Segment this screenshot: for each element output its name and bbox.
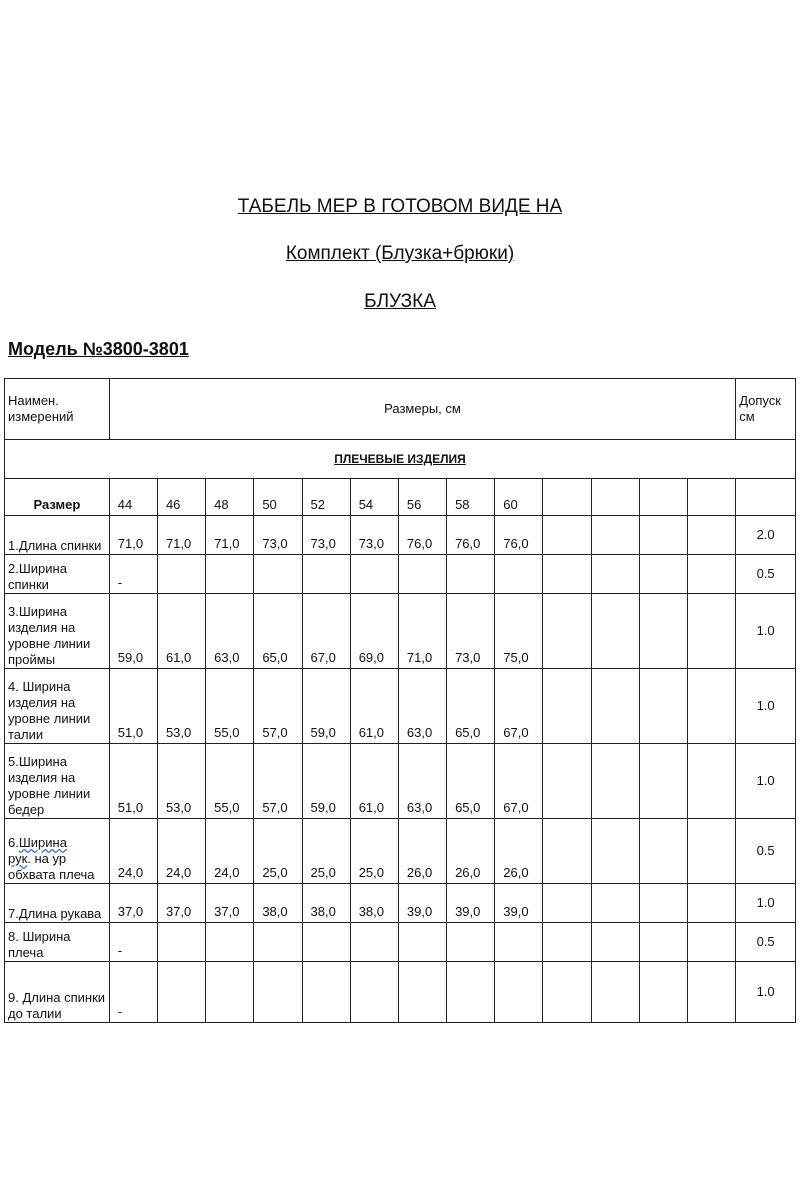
value-cell [254,555,302,594]
size-cell: 56 [398,479,446,516]
value-cell [447,923,495,962]
measurements-table [4,378,796,1023]
size-cell: 46 [157,479,205,516]
value-cell [302,923,350,962]
size-label: Размер [5,479,110,516]
value-cell [206,962,254,1023]
value-cell: - [109,962,157,1023]
value-cell: 25,0 [302,819,350,884]
value-cell [495,555,543,594]
table-row [5,555,796,594]
value-cell: 53,0 [157,744,205,819]
value-cell: 37,0 [206,884,254,923]
value-cell: 71,0 [398,594,446,669]
header-sizes: Размеры, см [109,379,735,440]
value-cell [639,555,687,594]
value-cell: 65,0 [447,669,495,744]
model-number: Модель №3800-3801 [8,339,189,359]
measurement-name-part: рук [8,851,28,866]
value-cell: 61,0 [157,594,205,669]
section-title: ПЛЕЧЕВЫЕ ИЗДЕЛИЯ [334,452,466,466]
value-cell: - [109,923,157,962]
value-cell [543,516,591,555]
value-cell: 71,0 [157,516,205,555]
value-cell: 73,0 [447,594,495,669]
table-row [5,819,796,884]
value-cell: 24,0 [206,819,254,884]
table-row [5,884,796,923]
value-cell [543,819,591,884]
value-cell [350,962,398,1023]
value-cell [254,962,302,1023]
value-cell: 59,0 [109,594,157,669]
value-cell: 65,0 [254,594,302,669]
value-cell [591,884,639,923]
value-cell: 39,0 [398,884,446,923]
section-row [5,440,796,479]
value-cell [398,962,446,1023]
measurement-name: 7.Длина рукава [5,884,110,923]
value-cell [543,744,591,819]
tolerance-cell: 1.0 [736,884,796,923]
title-line-3: БЛУЗКА [364,291,436,312]
value-cell: 73,0 [350,516,398,555]
value-cell [688,555,736,594]
value-cell: 59,0 [302,744,350,819]
size-cell: 44 [109,479,157,516]
value-cell [688,669,736,744]
measurement-name: 4. Ширина изделия на уровне линии талии [5,669,110,744]
value-cell [688,744,736,819]
value-cell [157,923,205,962]
value-cell: 26,0 [447,819,495,884]
table-row [5,744,796,819]
value-cell [350,555,398,594]
value-cell: 51,0 [109,669,157,744]
tolerance-cell: 1.0 [736,669,796,744]
value-cell: 26,0 [495,819,543,884]
measurement-name: 3.Ширина изделия на уровне линии проймы [5,594,110,669]
value-cell [302,555,350,594]
value-cell: 63,0 [398,744,446,819]
value-cell [254,923,302,962]
size-cell [591,479,639,516]
value-cell [350,923,398,962]
value-cell [688,962,736,1023]
value-cell: 38,0 [350,884,398,923]
value-cell: 57,0 [254,744,302,819]
value-cell [639,594,687,669]
value-cell [447,962,495,1023]
value-cell [591,819,639,884]
value-cell: 76,0 [495,516,543,555]
table-row [5,923,796,962]
value-cell [591,555,639,594]
value-cell: 37,0 [157,884,205,923]
value-cell: 71,0 [109,516,157,555]
value-cell [447,555,495,594]
value-cell: 38,0 [254,884,302,923]
value-cell: 63,0 [398,669,446,744]
value-cell [639,884,687,923]
measurement-name: 1.Длина спинки [5,516,110,555]
value-cell: 38,0 [302,884,350,923]
value-cell: - [109,555,157,594]
value-cell [639,819,687,884]
tolerance-cell: 0.5 [736,819,796,884]
size-cell: 52 [302,479,350,516]
value-cell: 24,0 [157,819,205,884]
title-line-2: Комплект (Блузка+брюки) [285,243,515,264]
measurement-name: 5.Ширина изделия на уровне линии бедер [5,744,110,819]
value-cell [688,516,736,555]
table-row [5,962,796,1023]
value-cell [688,923,736,962]
value-cell [688,884,736,923]
value-cell: 25,0 [254,819,302,884]
value-cell [302,962,350,1023]
title-line-1: ТАБЕЛЬ МЕР В ГОТОВОМ ВИДЕ НА [237,196,563,217]
value-cell [639,744,687,819]
value-cell: 39,0 [447,884,495,923]
tolerance-cell: 1.0 [736,594,796,669]
value-cell: 67,0 [495,744,543,819]
value-cell: 76,0 [447,516,495,555]
measurement-name-part: . на ур обхвата плеча [8,851,95,882]
table-row [5,594,796,669]
value-cell [398,555,446,594]
size-cell: 54 [350,479,398,516]
value-cell: 25,0 [350,819,398,884]
size-cell: 60 [495,479,543,516]
value-cell [543,923,591,962]
size-cell [543,479,591,516]
value-cell: 75,0 [495,594,543,669]
value-cell [543,669,591,744]
value-cell [639,923,687,962]
value-cell: 67,0 [302,594,350,669]
measurement-name [5,819,110,884]
measurement-name-part: 6. [8,835,19,850]
value-cell: 71,0 [206,516,254,555]
measurement-name: 9. Длина спинки до талии [5,962,110,1023]
size-tolerance-cell [736,479,796,516]
value-cell: 67,0 [495,669,543,744]
value-cell [206,555,254,594]
value-cell: 24,0 [109,819,157,884]
measurement-name: 2.Ширина спинки [5,555,110,594]
value-cell [639,516,687,555]
value-cell [591,962,639,1023]
value-cell [398,923,446,962]
tolerance-cell: 0.5 [736,923,796,962]
value-cell: 26,0 [398,819,446,884]
value-cell: 53,0 [157,669,205,744]
size-cell: 58 [447,479,495,516]
value-cell: 55,0 [206,744,254,819]
value-cell [688,819,736,884]
size-cell: 48 [206,479,254,516]
table-row [5,669,796,744]
value-cell [688,594,736,669]
value-cell [591,744,639,819]
value-cell [591,923,639,962]
value-cell [157,962,205,1023]
value-cell [639,962,687,1023]
value-cell: 59,0 [302,669,350,744]
table-row [5,516,796,555]
value-cell: 63,0 [206,594,254,669]
value-cell: 55,0 [206,669,254,744]
value-cell [543,884,591,923]
value-cell [495,923,543,962]
value-cell: 65,0 [447,744,495,819]
size-cell [639,479,687,516]
value-cell: 39,0 [495,884,543,923]
size-cell [688,479,736,516]
value-cell [543,962,591,1023]
tolerance-cell: 1.0 [736,744,796,819]
value-cell [639,669,687,744]
value-cell: 61,0 [350,744,398,819]
value-cell: 37,0 [109,884,157,923]
value-cell [206,923,254,962]
value-cell: 57,0 [254,669,302,744]
value-cell [495,962,543,1023]
tolerance-cell: 2.0 [736,516,796,555]
value-cell [591,669,639,744]
measurement-name: 8. Ширина плеча [5,923,110,962]
value-cell: 61,0 [350,669,398,744]
tolerance-cell: 1.0 [736,962,796,1023]
header-name: Наимен. измерений [5,379,110,440]
table-header-row [5,379,796,440]
header-tolerance: Допуск см [736,379,796,440]
value-cell [543,555,591,594]
size-cell: 50 [254,479,302,516]
value-cell [591,594,639,669]
value-cell [591,516,639,555]
tolerance-cell: 0.5 [736,555,796,594]
value-cell [157,555,205,594]
value-cell: 76,0 [398,516,446,555]
value-cell: 73,0 [254,516,302,555]
value-cell: 69,0 [350,594,398,669]
size-row [5,479,796,516]
value-cell: 73,0 [302,516,350,555]
value-cell: 51,0 [109,744,157,819]
measurement-name-part: Ширина [18,835,67,850]
value-cell [543,594,591,669]
